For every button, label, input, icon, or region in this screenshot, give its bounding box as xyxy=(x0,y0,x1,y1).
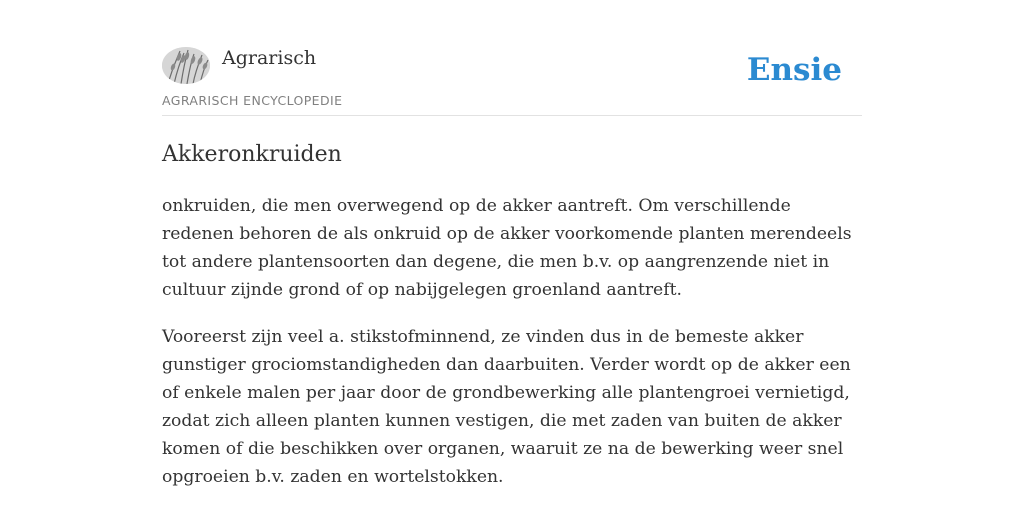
source-name[interactable]: Agrarisch xyxy=(222,47,317,69)
header xyxy=(162,0,862,116)
source-subtitle: AGRARISCH ENCYCLOPEDIE xyxy=(162,93,343,108)
article-body xyxy=(162,192,862,510)
page-title: Akkeronkruiden xyxy=(162,142,342,167)
article-card xyxy=(162,0,862,512)
paragraph: Vooreerst zijn veel a. stikstofminnend, ze vinden dus in de bemeste akker gunstiger grociomstandigheden dan daarbuiten. Verder wordt op de akker een of enkele malen per jaar door de grondbewerking alle plantengroei vernietigd, zodat zich alleen planten kunnen vestigen, die met zaden van buiten de akker komen of die beschikken over organen, waaruit ze na de bewerking weer snel opgroeien b.v. zaden en wortelstokken. xyxy=(162,327,851,487)
paragraph: onkruiden, die men overwegend op de akker aantreft. Om verschillende redenen behoren de als onkruid op de akker voorkomende planten merendeels tot andere plantensoorten dan degene, die men b.v. op aangrenzende niet in cultuur zijnde grond of op nabijgelegen groenland aantreft. xyxy=(162,196,852,300)
brand-logo[interactable]: Ensie xyxy=(746,52,842,88)
wheat-grain-icon[interactable] xyxy=(162,47,210,84)
